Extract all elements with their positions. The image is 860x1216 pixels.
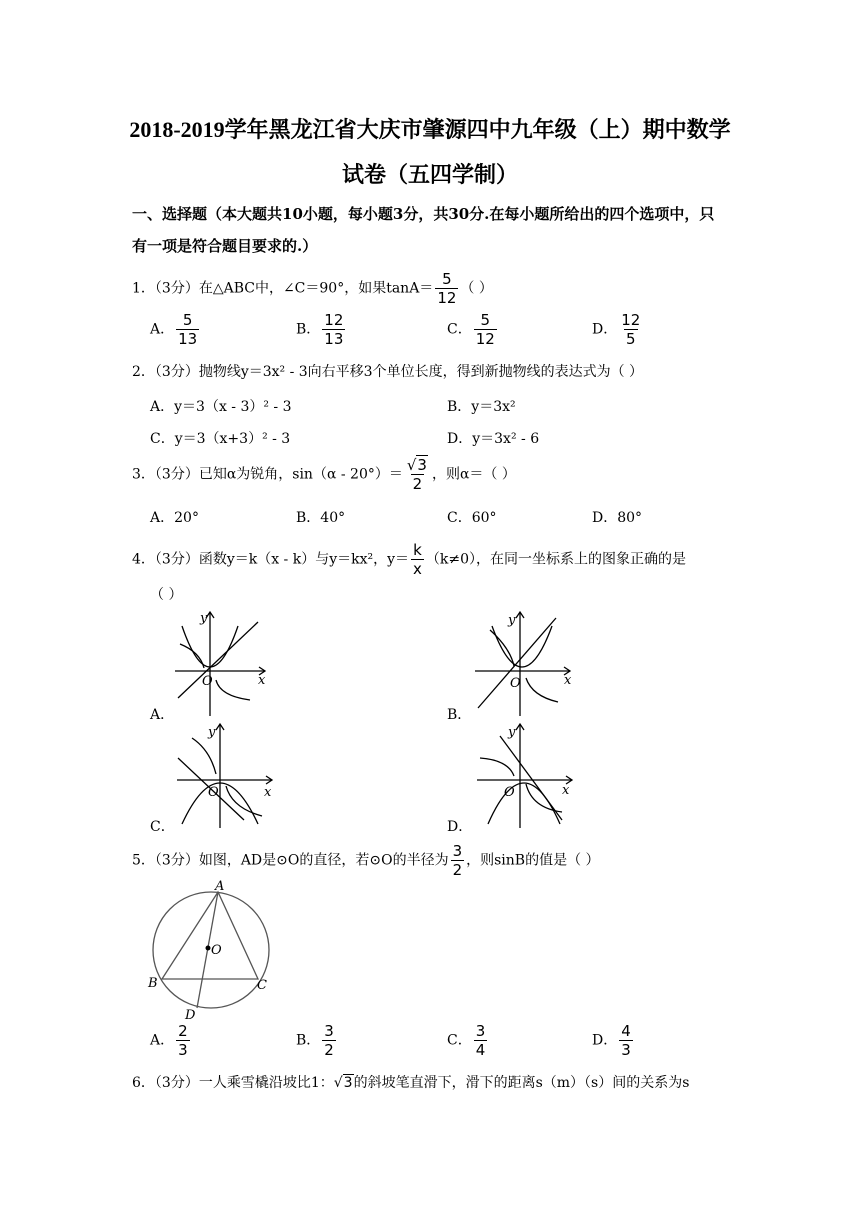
q2-option-b[interactable] bbox=[447, 396, 516, 416]
frac-den: 5 bbox=[626, 330, 636, 348]
frac-num: 3 bbox=[475, 1022, 486, 1040]
option-text: 80° bbox=[617, 510, 643, 526]
question-4-text2: （k≠0），在同一坐标系上的图象正确的是 bbox=[425, 551, 687, 568]
axis-y-label: y bbox=[508, 613, 516, 628]
option-label: A． bbox=[150, 1032, 175, 1049]
option-label: C． bbox=[150, 431, 175, 447]
option-label: B． bbox=[447, 399, 472, 415]
question-4-paren: （ ） bbox=[150, 587, 183, 603]
question-5-text2: ，则sinB的值是（ ） bbox=[466, 852, 600, 869]
axis-x-label: x bbox=[264, 785, 272, 800]
q3-option-a[interactable] bbox=[150, 507, 199, 527]
frac-num: 12 bbox=[621, 311, 641, 329]
question-1 bbox=[132, 270, 493, 307]
option-text: 20° bbox=[174, 510, 199, 526]
frac-den: 3 bbox=[621, 1041, 631, 1059]
q4-graph-c[interactable] bbox=[172, 720, 277, 830]
frac-num: k bbox=[413, 541, 422, 559]
q3-option-d[interactable] bbox=[592, 507, 642, 527]
frac-num: 3 bbox=[452, 842, 463, 860]
option-label: A． bbox=[150, 399, 175, 415]
radicand: 3 bbox=[417, 456, 427, 474]
question-3 bbox=[132, 456, 516, 493]
q4-graph-d[interactable] bbox=[472, 720, 577, 830]
option-label: D． bbox=[592, 510, 618, 526]
point-a-label: A bbox=[215, 879, 225, 894]
q4-option-d[interactable]: D． bbox=[447, 819, 473, 835]
axis-y-label: y bbox=[208, 725, 216, 740]
axis-y-label: y bbox=[508, 725, 516, 740]
frac-num: 3 bbox=[324, 1022, 334, 1040]
option-label: A． bbox=[150, 510, 175, 526]
q4-option-c[interactable]: C． bbox=[150, 819, 175, 835]
option-text: 60° bbox=[471, 510, 497, 526]
option-text: y＝3（x+3）² - 3 bbox=[174, 431, 291, 447]
axis-x-label: x bbox=[564, 673, 572, 688]
q1-option-d[interactable] bbox=[592, 311, 644, 348]
frac-den: 3 bbox=[178, 1041, 188, 1059]
sqrt-symbol: √3 bbox=[333, 1075, 353, 1091]
option-text: y＝3x² bbox=[471, 399, 516, 415]
option-label: D． bbox=[592, 1032, 618, 1049]
q5-circle-figure bbox=[145, 876, 280, 1021]
option-text: 40° bbox=[320, 510, 346, 526]
frac-num: 12 bbox=[324, 311, 344, 329]
question-5 bbox=[132, 842, 600, 879]
q5-option-d[interactable] bbox=[592, 1022, 635, 1059]
frac-den: x bbox=[413, 560, 422, 578]
q4-graph-b[interactable] bbox=[470, 608, 580, 718]
question-2: 2．（3分）抛物线y＝3x² - 3向右平移3个单位长度，得到新抛物线的表达式为（ ） bbox=[132, 364, 644, 380]
frac-num: 2 bbox=[178, 1022, 188, 1040]
origin-label: O bbox=[510, 676, 521, 691]
q5-option-b[interactable] bbox=[296, 1022, 338, 1059]
q1-option-a[interactable] bbox=[150, 311, 201, 348]
question-4 bbox=[132, 541, 686, 578]
section-header-line2: 有一项是符合题目要求的.） bbox=[132, 237, 318, 255]
point-c-label: C bbox=[257, 978, 267, 993]
option-text: y＝3x² - 6 bbox=[472, 431, 540, 447]
frac-den: 13 bbox=[324, 330, 344, 348]
frac-den: 2 bbox=[324, 1041, 334, 1059]
question-1-paren: （ ） bbox=[460, 280, 493, 297]
q2-option-a[interactable] bbox=[150, 396, 292, 416]
axis-x-label: x bbox=[562, 783, 570, 798]
origin-label: O bbox=[208, 785, 219, 800]
question-6-text: 6．（3分）一人乘雪橇沿坡比1： bbox=[132, 1075, 334, 1091]
question-5-text: 5．（3分）如图，AD是⊙O的直径，若⊙O的半径为 bbox=[132, 852, 449, 869]
option-label: A． bbox=[150, 321, 175, 338]
q3-option-b[interactable] bbox=[296, 507, 345, 527]
question-4-fraction bbox=[411, 541, 424, 578]
origin-label: O bbox=[202, 674, 213, 689]
option-label: C． bbox=[447, 1032, 472, 1049]
question-1-text: 1．（3分）在△ABC中，∠C＝90°，如果tanA＝ bbox=[132, 280, 434, 297]
q4-option-b[interactable]: B． bbox=[447, 707, 472, 723]
frac-num: 5 bbox=[480, 311, 491, 329]
q1-option-c[interactable] bbox=[447, 311, 499, 348]
option-text: y＝3（x - 3）² - 3 bbox=[174, 399, 292, 415]
option-label: B． bbox=[296, 510, 321, 526]
frac-num: 4 bbox=[621, 1022, 631, 1040]
option-label: C． bbox=[447, 321, 472, 338]
option-label: B． bbox=[296, 1032, 321, 1049]
question-6-text2: 的斜坡笔直滑下，滑下的距离s（m）（s）间的关系为s bbox=[353, 1075, 690, 1091]
radicand: 3 bbox=[343, 1075, 353, 1091]
point-d-label: D bbox=[185, 1008, 196, 1021]
q3-option-c[interactable] bbox=[447, 507, 497, 527]
option-label: D． bbox=[592, 321, 618, 338]
option-label: B． bbox=[296, 321, 321, 338]
q2-option-d[interactable] bbox=[447, 428, 539, 448]
frac-num: 5 bbox=[442, 270, 452, 288]
option-label: C． bbox=[447, 510, 472, 526]
frac-den: 12 bbox=[437, 289, 457, 307]
question-6 bbox=[132, 1072, 689, 1092]
q5-option-a[interactable] bbox=[150, 1022, 192, 1059]
frac-den: 12 bbox=[475, 330, 495, 348]
axis-x-label: x bbox=[258, 673, 266, 688]
question-3-text2: ，则α＝（ ） bbox=[431, 466, 516, 483]
frac-den: 4 bbox=[475, 1041, 486, 1059]
q2-option-c[interactable] bbox=[150, 428, 290, 448]
section-header-line1: 一、选择题（本大题共10小题，每小题3分，共30分.在每小题所给出的四个选项中，只 bbox=[132, 205, 715, 223]
sqrt-symbol: √3 bbox=[406, 456, 427, 474]
q5-option-c[interactable] bbox=[447, 1022, 489, 1059]
q4-option-a[interactable]: A． bbox=[150, 707, 175, 723]
frac-den: 13 bbox=[178, 330, 198, 348]
frac-num: 5 bbox=[182, 311, 193, 329]
question-3-fraction bbox=[405, 456, 430, 493]
q4-graph-a[interactable] bbox=[170, 608, 270, 718]
page-title-line2: 试卷（五四学制） bbox=[341, 162, 518, 187]
option-label: D． bbox=[447, 431, 473, 447]
axis-y-label: y bbox=[200, 611, 208, 626]
question-3-text: 3．（3分）已知α为锐角，sin（α - 20°）＝ bbox=[132, 466, 403, 483]
question-5-fraction bbox=[451, 842, 465, 879]
question-4-text: 4．（3分）函数y＝k（x - k）与y＝kx²，y＝ bbox=[132, 551, 410, 568]
page-title-line1: 2018-2019学年黑龙江省大庆市肇源四中九年级（上）期中数学 bbox=[129, 117, 731, 142]
question-1-fraction bbox=[435, 270, 458, 307]
point-b-label: B bbox=[148, 976, 158, 991]
q1-option-b[interactable] bbox=[296, 311, 347, 348]
point-o-label: O bbox=[211, 943, 222, 958]
frac-den: 2 bbox=[452, 861, 463, 879]
frac-den: 2 bbox=[412, 475, 423, 493]
origin-label: O bbox=[504, 785, 515, 800]
